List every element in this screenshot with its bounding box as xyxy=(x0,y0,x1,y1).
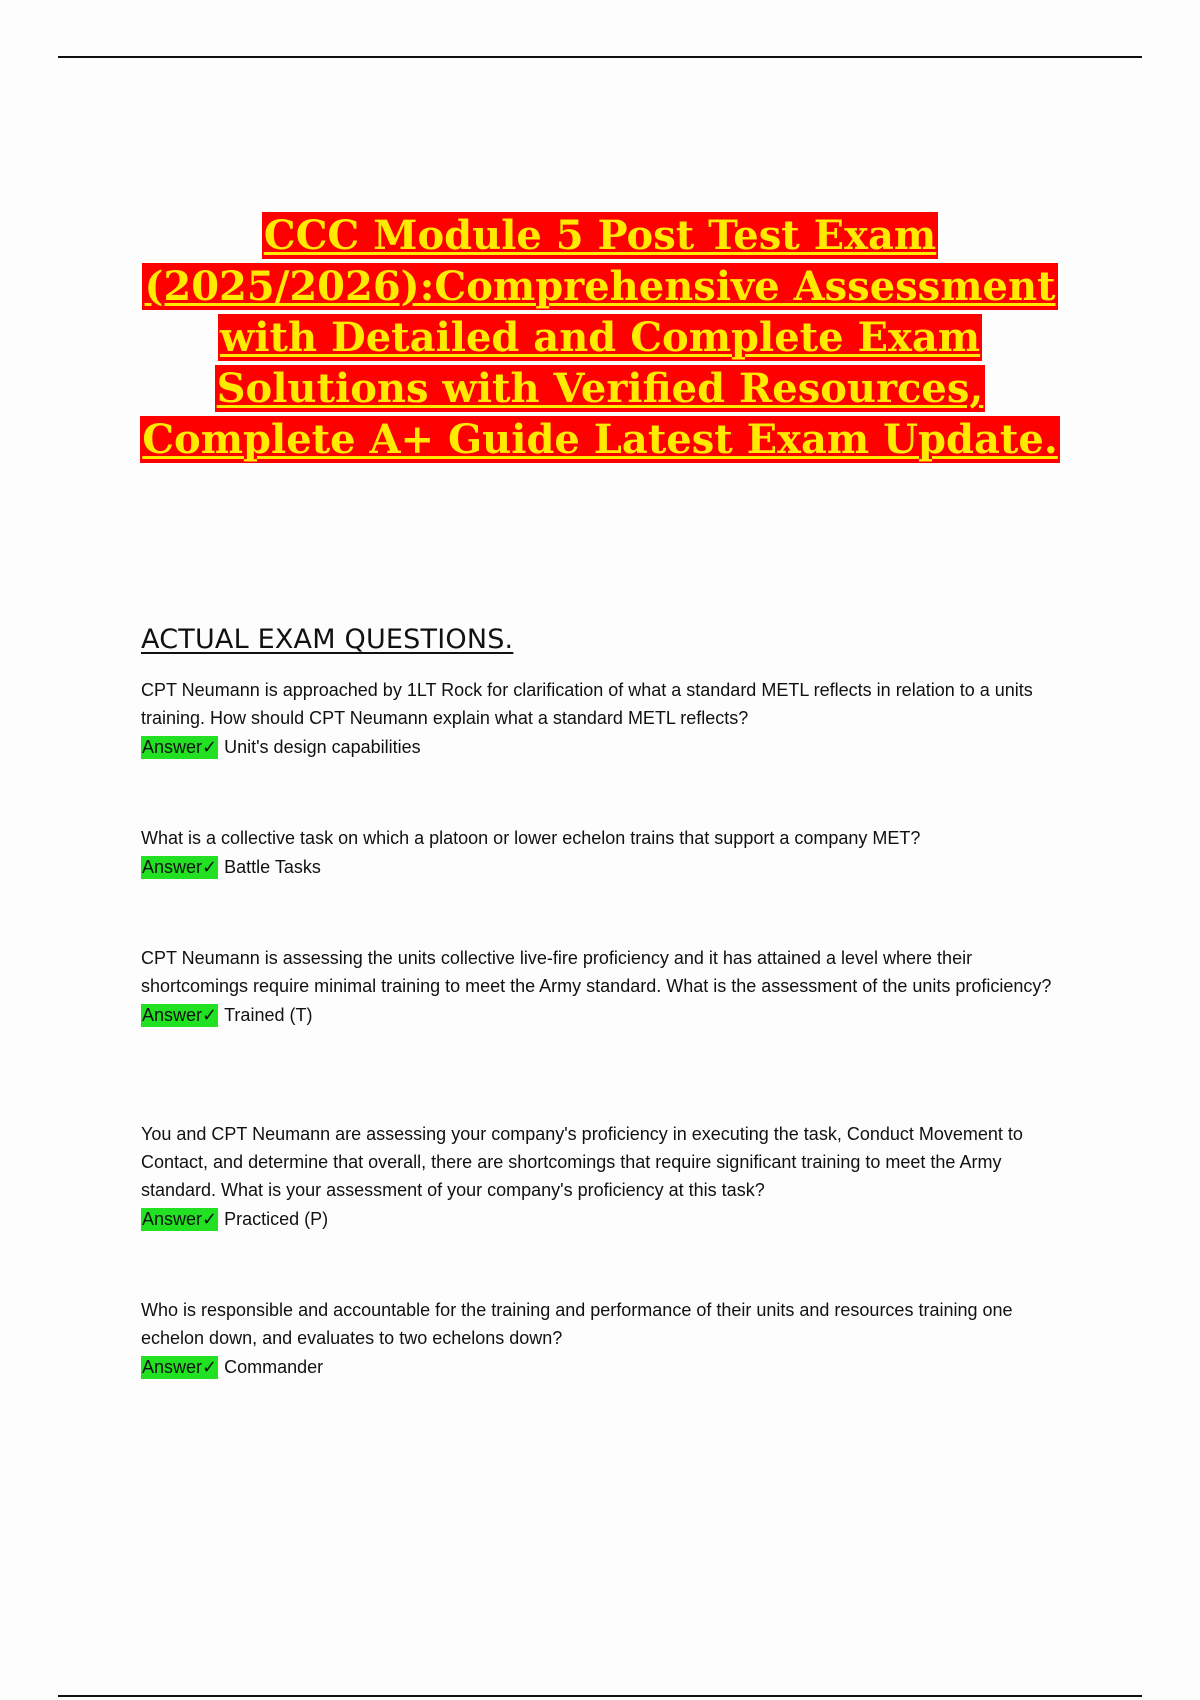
title-line-1: CCC Module 5 Post Test Exam xyxy=(263,212,937,259)
answer-text: Trained (T) xyxy=(224,1005,313,1025)
answer-text: Battle Tasks xyxy=(224,857,321,877)
answer-label: Answer✓ xyxy=(142,857,218,877)
bottom-rule xyxy=(58,1695,1142,1697)
question-text: You and CPT Neumann are assessing your company's proficiency in executing the task, Conduct Movement to Contact, and determine that overall, there are shortcomings that require significant training to meet the Army standard. What is your assessment of your company's proficiency at this task? xyxy=(141,1124,1023,1200)
question-text: What is a collective task on which a platoon or lower echelon trains that support a company MET? xyxy=(141,828,921,848)
section-heading: ACTUAL EXAM QUESTIONS. xyxy=(141,624,514,655)
question-item xyxy=(141,824,1071,882)
answer-label: Answer✓ xyxy=(142,1357,218,1377)
answer-row xyxy=(141,852,1071,882)
answer-label: Answer✓ xyxy=(142,1209,218,1229)
question-text: CPT Neumann is approached by 1LT Rock for clarification of what a standard METL reflects in relation to a units training. How should CPT Neumann explain what a standard METL reflects? xyxy=(141,680,1033,728)
answer-label: Answer✓ xyxy=(142,737,218,757)
question-item xyxy=(141,1120,1071,1234)
title-line-4: Solutions with Verified Resources, xyxy=(216,365,984,412)
question-item xyxy=(141,944,1071,1030)
answer-label: Answer✓ xyxy=(142,1005,218,1025)
question-text: CPT Neumann is assessing the units collective live-fire proficiency and it has attained a level where their shortcomings require minimal training to meet the Army standard. What is the assessment of the units proficiency? xyxy=(141,948,1052,996)
answer-text: Commander xyxy=(224,1357,324,1377)
question-text: Who is responsible and accountable for the training and performance of their units and resources training one echelon down, and evaluates to two echelons down? xyxy=(141,1300,1013,1348)
answer-text: Practiced (P) xyxy=(224,1209,329,1229)
title-line-3: with Detailed and Complete Exam xyxy=(219,314,981,361)
answer-row xyxy=(141,1352,1071,1382)
answer-row xyxy=(141,1204,1071,1234)
question-item xyxy=(141,676,1071,762)
answer-row xyxy=(141,1000,1071,1030)
document-title xyxy=(100,210,1100,465)
question-item xyxy=(141,1296,1071,1382)
answer-row xyxy=(141,732,1071,762)
title-line-2: (2025/2026):Comprehensive Assessment xyxy=(144,263,1056,310)
top-rule xyxy=(58,56,1142,58)
answer-text: Unit's design capabilities xyxy=(224,737,421,757)
title-line-5: Complete A+ Guide Latest Exam Update. xyxy=(142,416,1058,463)
